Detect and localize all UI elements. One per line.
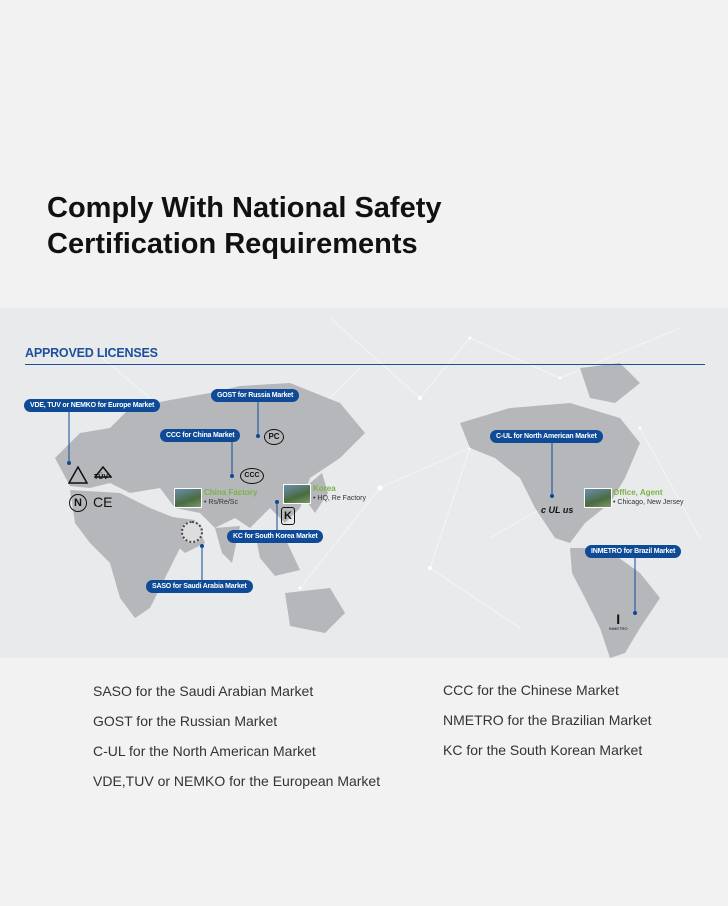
list-item: NMETRO for the Brazilian Market (443, 712, 652, 728)
market-list-left (93, 676, 380, 796)
list-item: CCC for the Chinese Market (443, 682, 619, 698)
australia-landmass (285, 588, 345, 633)
site-us-detail: • Chicago, New Jersey (613, 499, 684, 506)
north-america-landmass (460, 403, 640, 543)
africa-landmass (70, 490, 180, 618)
tag-russia: GOST for Russia Market (211, 389, 299, 402)
licenses-map (0, 308, 728, 658)
ccc-mark-icon: CCC (240, 468, 264, 484)
site-korea (313, 484, 366, 503)
list-item: C-UL for the North American Market (93, 743, 316, 759)
inmetro-mark-icon: I INMETRO (609, 611, 628, 631)
page-title-line2: Certification Requirements (47, 228, 418, 260)
nemko-mark-icon: N (69, 494, 87, 512)
us-office-photo (584, 488, 612, 508)
list-item: VDE,TUV or NEMKO for the European Market (93, 773, 381, 789)
list-item: SASO for the Saudi Arabian Market (93, 683, 314, 699)
site-korea-detail: • HQ, Re Factory (313, 495, 367, 502)
tag-brazil: INMETRO for Brazil Market (585, 545, 681, 558)
tag-china: CCC for China Market (160, 429, 240, 442)
greenland-landmass (580, 363, 640, 403)
tag-korea: KC for South Korea Market (227, 530, 323, 543)
approved-licenses-heading: APPROVED LICENSES (25, 346, 158, 360)
vde-mark-icon (68, 466, 88, 484)
world-map-graphic (0, 308, 728, 658)
tuv-mark-icon: TÜV (94, 466, 108, 482)
tag-europe: VDE, TUV or NEMKO for Europe Market (24, 399, 160, 412)
korea-photo (283, 484, 311, 504)
page-title (47, 190, 442, 262)
site-china-detail: • Rs/Re/Sc (204, 499, 238, 506)
tag-north-america: C-UL for North American Market (490, 430, 603, 443)
ce-mark-icon: CE (93, 494, 113, 510)
saso-mark-icon (181, 521, 203, 543)
list-item: KC for the South Korean Market (443, 742, 643, 758)
site-us-name: Office, Agent (613, 488, 663, 497)
tag-saudi: SASO for Saudi Arabia Market (146, 580, 253, 593)
kc-mark-icon: K (281, 507, 295, 525)
list-item: GOST for the Russian Market (93, 713, 278, 729)
site-china (204, 488, 257, 507)
site-us (613, 488, 684, 507)
china-factory-photo (174, 488, 202, 508)
page-title-line1: Comply With National Safety (47, 192, 442, 224)
heading-divider (25, 364, 705, 365)
market-list-right (443, 675, 652, 765)
site-china-name: China Factory (204, 488, 258, 497)
gost-mark-icon: PC (264, 429, 284, 445)
site-korea-name: Korea (313, 484, 336, 493)
cul-mark-icon: c UL us (541, 505, 574, 515)
south-america-landmass (570, 548, 660, 658)
